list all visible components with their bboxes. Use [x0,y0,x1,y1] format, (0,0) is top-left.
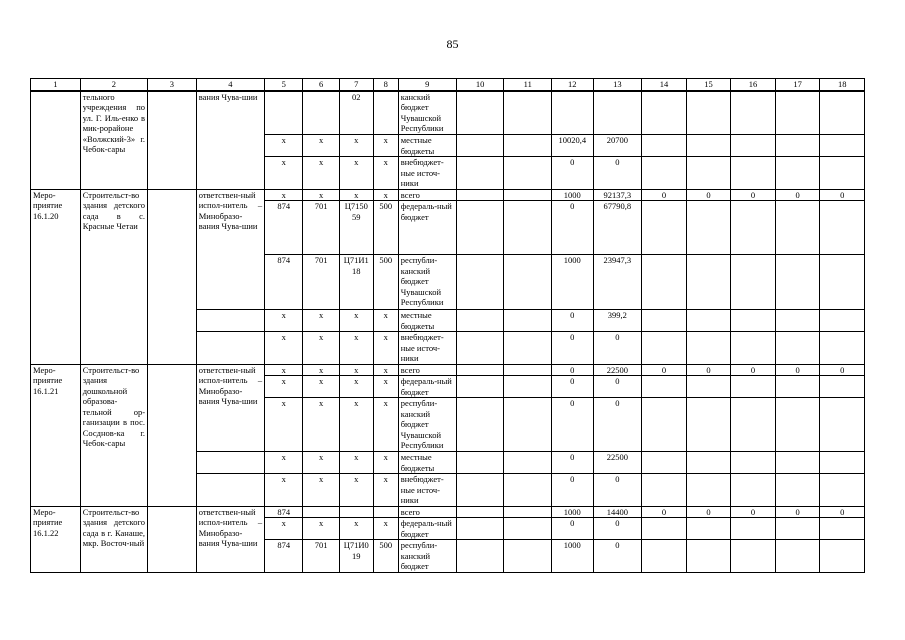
executor-cell: ответствен-ный испол-нитель – Минобразо-вания Чува-шии [196,506,264,573]
cell-col13: 0 [593,518,642,540]
empty-cell [642,201,687,255]
empty-cell [820,452,865,474]
executor-cell: ответствен-ный испол-нитель – Минобразо-вания Чува-шии [196,189,264,310]
empty-cell [504,91,552,135]
empty-cell [196,474,264,507]
header-cell: 12 [552,79,593,91]
empty-cell [731,376,776,398]
executor-cell: вания Чува-шии [196,91,264,190]
empty-cell [775,474,820,507]
empty-cell [642,474,687,507]
cell-col16: 0 [731,189,776,201]
empty-cell [642,157,687,190]
empty-cell [686,518,731,540]
cell-col9: республи-канский бюджет [398,540,456,573]
empty-cell [775,135,820,157]
header-cell: 11 [504,79,552,91]
cell-col8: x [373,452,398,474]
cell-col13: 22500 [593,452,642,474]
empty-cell [148,189,197,364]
empty-cell [456,518,504,540]
empty-cell [775,157,820,190]
empty-cell [504,474,552,507]
cell-col5: 874 [265,201,303,255]
empty-cell [552,91,593,135]
object-name-cell: Строительст-во здания дошкольной образова-тельной ор-ганизации в пос. Сосднов-ка г. Чебок-сары [80,364,147,506]
header-cell: 8 [373,79,398,91]
cell-col7: x [339,135,373,157]
empty-cell [504,310,552,332]
cell-col7: 02 [339,91,373,135]
empty-cell [504,332,552,365]
empty-cell [775,540,820,573]
empty-cell [686,452,731,474]
measure-cell: Меро-приятие 16.1.20 [31,189,81,364]
cell-col6: x [303,332,339,365]
header-cell: 6 [303,79,339,91]
empty-cell [504,376,552,398]
cell-col9: местные бюджеты [398,452,456,474]
empty-cell [642,91,687,135]
page-number: 85 [446,37,459,51]
cell-col9: республи-канский бюджет Чувашской Республики [398,398,456,452]
cell-col12: 0 [552,201,593,255]
table-row [31,364,865,376]
empty-cell [731,452,776,474]
cell-col18: 0 [820,189,865,201]
empty-cell [775,518,820,540]
table-row [31,91,865,135]
cell-col13: 92137,3 [593,189,642,201]
cell-col8: x [373,157,398,190]
empty-cell [686,157,731,190]
empty-cell [456,474,504,507]
cell-col8: x [373,332,398,365]
cell-col13: 0 [593,398,642,452]
empty-cell [456,201,504,255]
cell-col17: 0 [775,189,820,201]
empty-cell [456,189,504,201]
empty-cell [731,135,776,157]
cell-col16: 0 [731,364,776,376]
empty-cell [504,518,552,540]
cell-col14: 0 [642,189,687,201]
empty-cell [731,201,776,255]
cell-col15: 0 [686,506,731,518]
cell-col12: 1000 [552,506,593,518]
empty-cell [820,91,865,135]
empty-cell [820,376,865,398]
empty-cell [642,376,687,398]
empty-cell [686,332,731,365]
empty-cell [456,540,504,573]
empty-cell [504,540,552,573]
cell-col13: 0 [593,376,642,398]
cell-col5: x [265,332,303,365]
empty-cell [731,310,776,332]
empty-cell [456,398,504,452]
empty-cell [504,255,552,310]
cell-col5: x [265,157,303,190]
object-name-cell: Строительст-во здания детского сада в г. Канаше, мкр. Восточ-ный [80,506,147,573]
cell-col8: x [373,376,398,398]
header-cell: 9 [398,79,456,91]
cell-col5: x [265,376,303,398]
cell-col12: 10020,4 [552,135,593,157]
cell-col7: x [339,518,373,540]
cell-col12: 0 [552,376,593,398]
header-cell: 17 [775,79,820,91]
empty-cell [196,452,264,474]
cell-col9: республи-канский бюджет Чувашской Республики [398,255,456,310]
cell-col12: 0 [552,310,593,332]
cell-col5: 874 [265,506,303,518]
cell-col6: x [303,189,339,201]
empty-cell [504,364,552,376]
cell-col13: 0 [593,540,642,573]
empty-cell [504,398,552,452]
empty-cell [642,540,687,573]
empty-cell [820,540,865,573]
header-cell: 7 [339,79,373,91]
cell-col9: местные бюджеты [398,135,456,157]
cell-col8: x [373,189,398,201]
empty-cell [731,91,776,135]
cell-col7: x [339,474,373,507]
empty-cell [820,255,865,310]
cell-col12: 0 [552,398,593,452]
empty-cell [456,376,504,398]
cell-col13: 399,2 [593,310,642,332]
cell-col9: внебюджет-ные источ-ники [398,474,456,507]
empty-cell [731,255,776,310]
cell-col9: всего [398,506,456,518]
cell-col8: 500 [373,255,398,310]
table-row [31,189,865,201]
measure-cell [31,91,81,190]
empty-cell [731,518,776,540]
cell-col7: x [339,310,373,332]
empty-cell [775,91,820,135]
header-cell: 14 [642,79,687,91]
empty-cell [820,332,865,365]
empty-cell [642,310,687,332]
cell-col9: канский бюджет Чувашской Республики [398,91,456,135]
cell-col8: x [373,364,398,376]
empty-cell [775,452,820,474]
empty-cell [820,518,865,540]
cell-col13: 20700 [593,135,642,157]
cell-col13: 0 [593,332,642,365]
empty-cell [642,518,687,540]
empty-cell [456,364,504,376]
cell-col5: x [265,364,303,376]
cell-col9: местные бюджеты [398,310,456,332]
empty-cell [820,135,865,157]
empty-cell [456,332,504,365]
cell-col12: 0 [552,452,593,474]
empty-cell [504,452,552,474]
cell-col9: федераль-ный бюджет [398,518,456,540]
empty-cell [456,255,504,310]
cell-col13: 0 [593,474,642,507]
empty-cell [303,506,339,518]
cell-col12: 1000 [552,255,593,310]
cell-col6: x [303,376,339,398]
empty-cell [456,91,504,135]
header-cell: 5 [265,79,303,91]
empty-cell [265,91,303,135]
empty-cell [686,540,731,573]
empty-cell [456,310,504,332]
empty-cell [686,135,731,157]
empty-cell [456,157,504,190]
empty-cell [731,332,776,365]
empty-cell [820,474,865,507]
empty-cell [686,91,731,135]
empty-cell [686,310,731,332]
cell-col6: x [303,135,339,157]
cell-col12: 0 [552,157,593,190]
cell-col15: 0 [686,189,731,201]
header-cell: 3 [148,79,197,91]
empty-cell [642,255,687,310]
cell-col5: x [265,310,303,332]
empty-cell [148,91,197,190]
cell-col14: 0 [642,506,687,518]
empty-cell [148,364,197,506]
cell-col6: 701 [303,540,339,573]
empty-cell [373,91,398,135]
cell-col12: 1000 [552,189,593,201]
empty-cell [303,91,339,135]
cell-col6: 701 [303,255,339,310]
cell-col7: x [339,398,373,452]
empty-cell [504,506,552,518]
cell-col8: 500 [373,201,398,255]
cell-col9: внебюджет-ные источ-ники [398,332,456,365]
empty-cell [820,157,865,190]
empty-cell [775,398,820,452]
cell-col7: Ц7150 59 [339,201,373,255]
empty-cell [731,540,776,573]
header-cell: 2 [80,79,147,91]
cell-col8: 500 [373,540,398,573]
cell-col7: x [339,452,373,474]
cell-col6: x [303,518,339,540]
cell-col7: x [339,157,373,190]
cell-col18: 0 [820,506,865,518]
cell-col12: 0 [552,474,593,507]
cell-col8: x [373,398,398,452]
cell-col7: x [339,376,373,398]
empty-cell [373,506,398,518]
empty-cell [775,376,820,398]
measure-cell: Меро-приятие 16.1.21 [31,364,81,506]
empty-cell [686,201,731,255]
empty-cell [148,506,197,573]
cell-col13: 14400 [593,506,642,518]
cell-col6: x [303,452,339,474]
empty-cell [593,91,642,135]
cell-col5: x [265,518,303,540]
empty-cell [775,201,820,255]
empty-cell [504,189,552,201]
cell-col17: 0 [775,364,820,376]
cell-col7: x [339,189,373,201]
empty-cell [456,135,504,157]
empty-cell [642,398,687,452]
header-row [31,79,865,91]
cell-col9: внебюджет-ные источ-ники [398,157,456,190]
header-cell: 1 [31,79,81,91]
header-cell: 10 [456,79,504,91]
object-name-cell: Строительст-во здания детского сада в с. Красные Четаи [80,189,147,364]
cell-col5: x [265,189,303,201]
cell-col9: всего [398,189,456,201]
cell-col18: 0 [820,364,865,376]
cell-col12: 0 [552,518,593,540]
cell-col6: x [303,474,339,507]
cell-col17: 0 [775,506,820,518]
empty-cell [686,376,731,398]
empty-cell [820,201,865,255]
cell-col5: 874 [265,540,303,573]
empty-cell [339,506,373,518]
cell-col8: x [373,135,398,157]
executor-cell: ответствен-ный испол-нитель – Минобразо-вания Чува-шии [196,364,264,452]
empty-cell [775,310,820,332]
cell-col12: 0 [552,332,593,365]
empty-cell [642,452,687,474]
cell-col5: x [265,452,303,474]
cell-col9: федераль-ный бюджет [398,201,456,255]
cell-col6: x [303,398,339,452]
cell-col5: x [265,398,303,452]
empty-cell [820,310,865,332]
empty-cell [820,398,865,452]
cell-col14: 0 [642,364,687,376]
empty-cell [642,135,687,157]
empty-cell [196,310,264,332]
table-row [31,506,865,518]
cell-col8: x [373,518,398,540]
cell-col8: x [373,474,398,507]
empty-cell [504,135,552,157]
cell-col5: x [265,474,303,507]
cell-col7: Ц71И1 18 [339,255,373,310]
empty-cell [775,332,820,365]
cell-col6: x [303,364,339,376]
cell-col12: 1000 [552,540,593,573]
empty-cell [731,398,776,452]
header-cell: 16 [731,79,776,91]
empty-cell [642,332,687,365]
cell-col5: x [265,135,303,157]
cell-col8: x [373,310,398,332]
cell-col6: x [303,310,339,332]
empty-cell [504,201,552,255]
empty-cell [731,157,776,190]
empty-cell [456,506,504,518]
empty-cell [775,255,820,310]
header-cell: 18 [820,79,865,91]
empty-cell [686,255,731,310]
header-cell: 13 [593,79,642,91]
cell-col9: федераль-ный бюджет [398,376,456,398]
budget-table [30,78,865,573]
cell-col12: 0 [552,364,593,376]
measure-cell: Меро-приятие 16.1.22 [31,506,81,573]
cell-col16: 0 [731,506,776,518]
cell-col7: Ц71И0 19 [339,540,373,573]
cell-col13: 0 [593,157,642,190]
empty-cell [686,474,731,507]
cell-col5: 874 [265,255,303,310]
cell-col13: 67790,8 [593,201,642,255]
empty-cell [504,157,552,190]
cell-col9: всего [398,364,456,376]
empty-cell [456,452,504,474]
cell-col13: 22500 [593,364,642,376]
cell-col6: x [303,157,339,190]
cell-col7: x [339,364,373,376]
cell-col7: x [339,332,373,365]
header-cell: 15 [686,79,731,91]
header-cell: 4 [196,79,264,91]
empty-cell [196,332,264,365]
cell-col15: 0 [686,364,731,376]
empty-cell [686,398,731,452]
object-name-cell: тельного учреждения по ул. Г. Иль-енко в мик-рорайоне «Волжский-3» г. Чебок-сары [80,91,147,190]
cell-col13: 23947,3 [593,255,642,310]
cell-col6: 701 [303,201,339,255]
empty-cell [731,474,776,507]
